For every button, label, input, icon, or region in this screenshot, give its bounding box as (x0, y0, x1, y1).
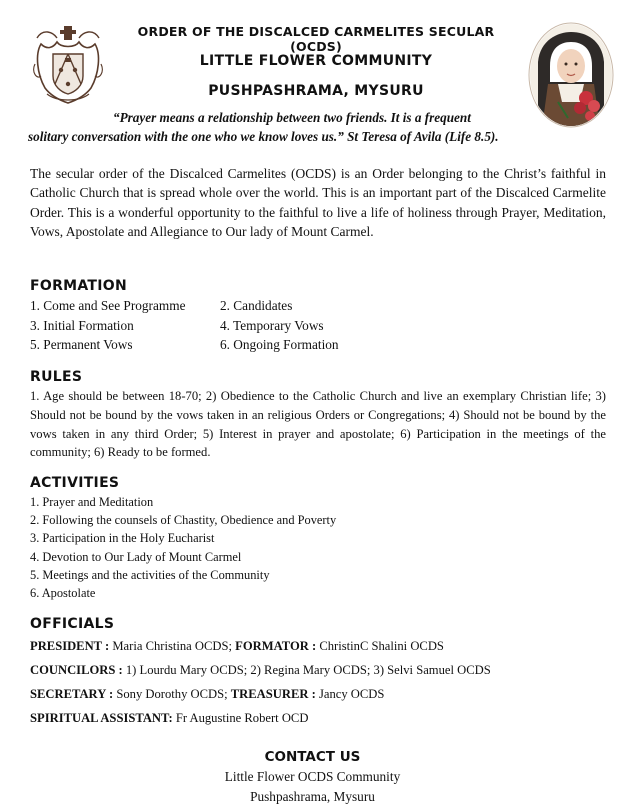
contact-line-2: Pushpashrama, Mysuru (250, 789, 375, 804)
formation-heading: FORMATION (30, 278, 128, 294)
official-row-councilors (30, 658, 491, 682)
list-item: 2. Candidates (220, 298, 293, 313)
list-item: 1. Come and See Programme (30, 298, 186, 313)
rules-paragraph: 1. Age should be between 18-70; 2) Obedience to the Catholic Church and live an exemplary Christian life; 3) Should not be bound by the vows taken in an religious Orders or Congregations; 4) Should not be bound by the vows taken in any third Order; 5) Interest in prayer and apostolate; 6) Participation in the meetings of the community; 6) Ready to be formed. (30, 389, 606, 460)
treasurer-label: TREASURER : (230, 687, 316, 701)
rules-heading: RULES (30, 369, 83, 385)
councilors-names: 1) Lourdu Mary OCDS; 2) Regina Mary OCDS; 3) Selvi Samuel OCDS (125, 663, 491, 677)
official-row-president (30, 634, 491, 658)
quote (28, 108, 598, 146)
list-item: 4. Devotion to Our Lady of Mount Carmel (30, 549, 242, 564)
officials-list (30, 634, 491, 730)
formation-row (30, 316, 339, 336)
formation-list (30, 296, 339, 355)
formation-row (30, 335, 339, 355)
intro-paragraph: The secular order of the Discalced Carmelites (OCDS) is an Order belonging to the Christ’s faithful in Catholic Church that is spread whole over the world. This is an important part of the Discalced Carmelite Order. This is a wonderful opportunity to the faithful to live a life of holiness through Prayer, Meditation, Vows, Apostolate and Allegiance to Our lady of Mount Carmel. (30, 166, 606, 240)
list-item: 5. Meetings and the activities of the Community (30, 567, 270, 582)
spiritual-assistant-label: SPIRITUAL ASSISTANT: (30, 711, 173, 725)
community-name: LITTLE FLOWER COMMUNITY (199, 53, 433, 69)
treasurer-name: Jancy OCDS (318, 687, 385, 701)
official-row-secretary (30, 682, 491, 706)
president-label: PRESIDENT : (30, 639, 110, 653)
list-item: 6. Ongoing Formation (220, 337, 339, 353)
list-item: 3. Participation in the Holy Eucharist (30, 531, 215, 546)
secretary-name: Sony Dorothy OCDS; (116, 687, 228, 701)
secretary-label: SECRETARY : (30, 687, 114, 701)
formation-row (30, 296, 339, 316)
list-item: 5. Permanent Vows (30, 337, 133, 353)
community-location: PUSHPASHRAMA, MYSURU (208, 83, 424, 99)
contact-heading: CONTACT US (264, 749, 361, 765)
list-item: 1. Prayer and Meditation (30, 495, 154, 509)
contact-line-1: Little Flower OCDS Community (224, 769, 401, 784)
list-item: 3. Initial Formation (30, 317, 134, 333)
councilors-label: COUNCILORS : (30, 663, 123, 677)
list-item: 6. Apostolate (30, 586, 96, 601)
carmelite-emblem-icon (33, 24, 103, 106)
activities-list (30, 493, 336, 602)
activities-heading: ACTIVITIES (30, 475, 120, 491)
quote-line-1: “Prayer means a relationship between two friends. It is a frequent (113, 110, 471, 125)
formator-label: FORMATOR : (235, 639, 317, 653)
quote-line-2: solitary conversation with the one who we know loves us.” St Teresa of Avila (Life 8.5). (28, 129, 499, 144)
officials-heading: OFFICIALS (30, 616, 115, 632)
formator-name: ChristinC Shalini OCDS (319, 639, 444, 653)
list-item: 4. Temporary Vows (220, 317, 324, 333)
official-row-spiritual (30, 706, 491, 730)
spiritual-assistant-name: Fr Augustine Robert OCD (175, 711, 309, 725)
order-title: ORDER OF THE DISCALCED CARMELITES SECULAR (OCDS) (137, 24, 495, 54)
list-item: 2. Following the counsels of Chastity, Obedience and Poverty (30, 513, 337, 528)
president-name: Maria Christina OCDS; (112, 639, 232, 653)
